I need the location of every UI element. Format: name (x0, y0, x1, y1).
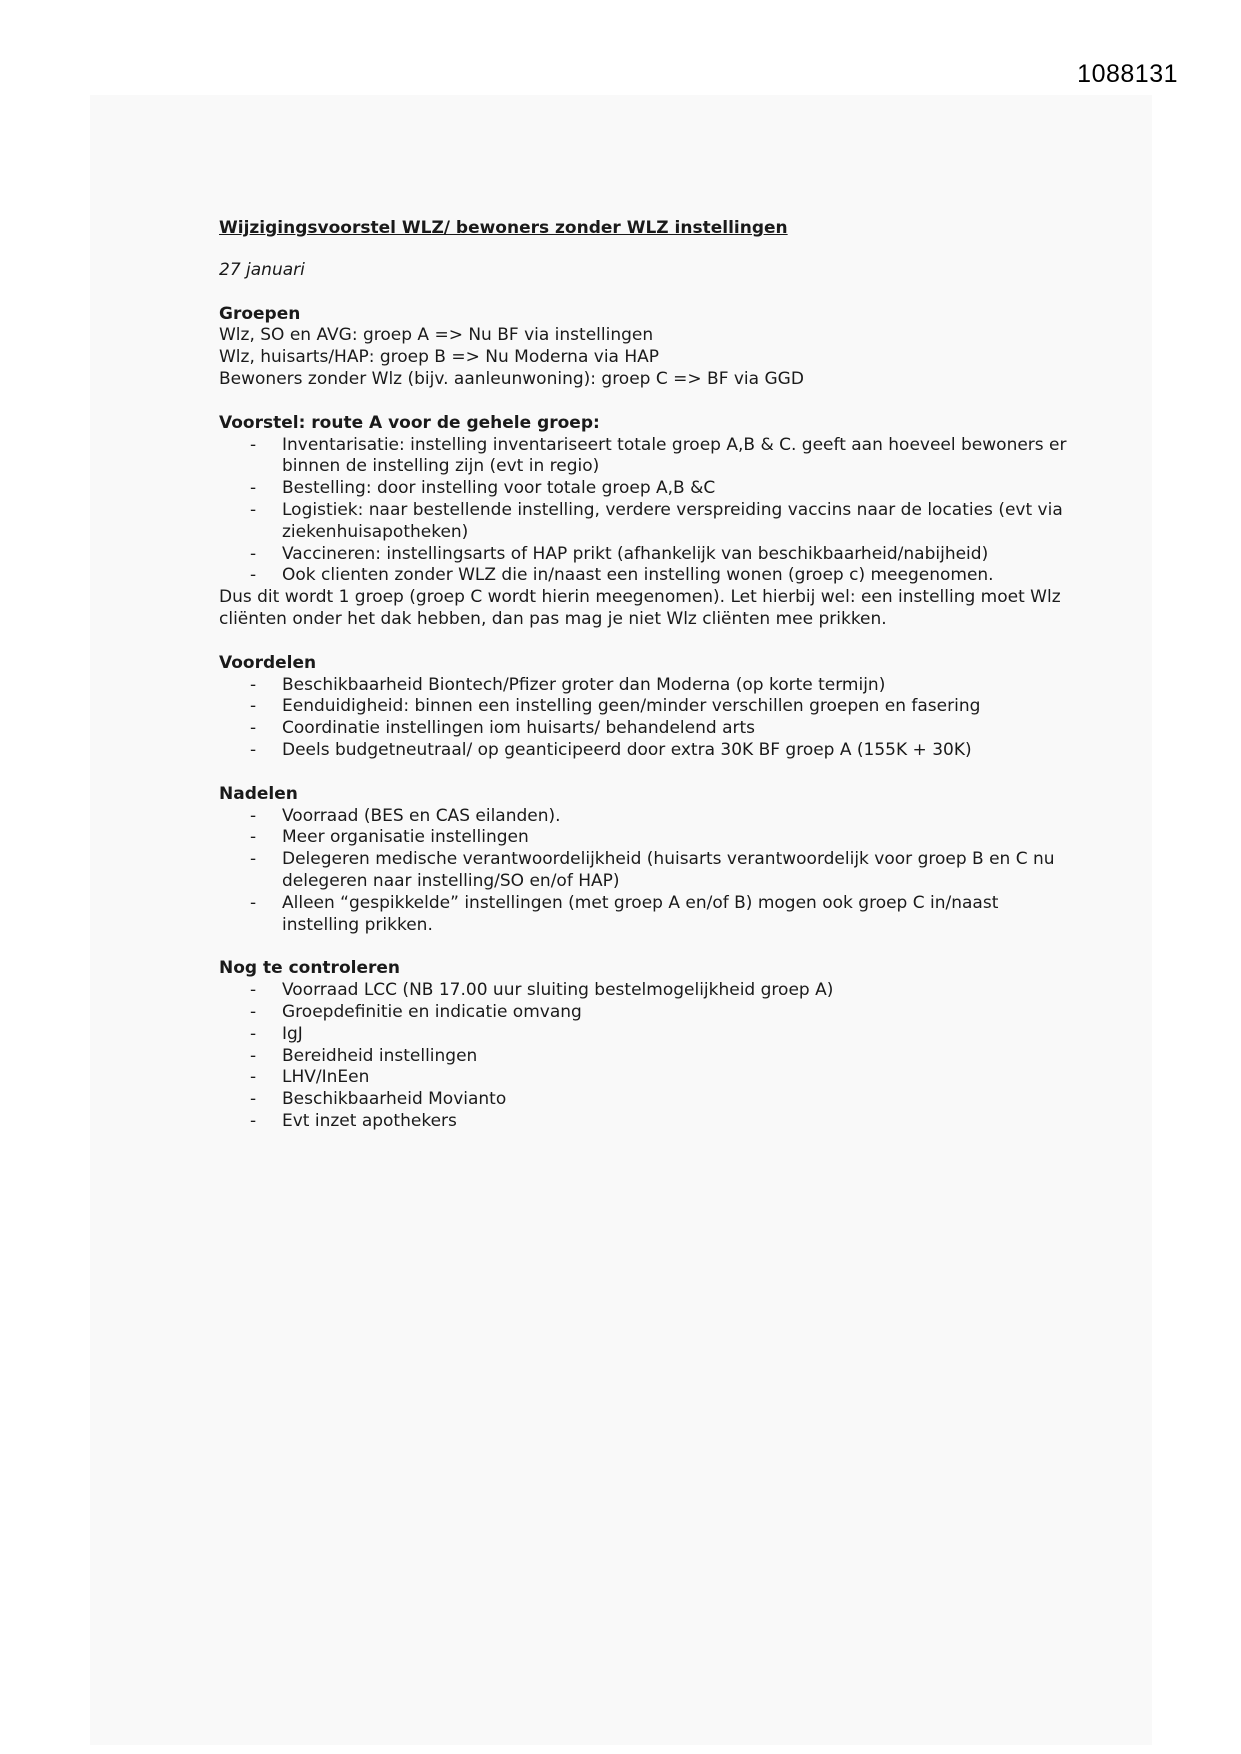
list-item: - Alleen “gespikkelde” instellingen (met groep A en/of B) mogen ook groep C in/naast instelling prikken. (219, 893, 1079, 937)
list-item: - Beschikbaarheid Movianto (219, 1089, 1079, 1111)
section-heading: Groepen (219, 303, 301, 324)
bullet-list (219, 806, 1079, 937)
document-title: Wijzigingsvoorstel WLZ/ bewoners zonder WLZ instellingen (219, 218, 788, 238)
list-item: - Voorraad LCC (NB 17.00 uur sluiting bestelmogelijkheid groep A) (219, 980, 1079, 1002)
section-nadelen (219, 784, 1079, 937)
list-item: - Evt inzet apothekers (219, 1111, 1079, 1133)
text-line: Bewoners zonder Wlz (bijv. aanleunwoning): groep C => BF via GGD (219, 368, 804, 389)
document-number: 1088131 (1077, 60, 1178, 88)
list-item: - Beschikbaarheid Biontech/Pfizer groter dan Moderna (op korte termijn) (219, 675, 1079, 697)
section-nog-te-controleren (219, 958, 1079, 1132)
list-item: - Bestelling: door instelling voor totale groep A,B &C (219, 478, 1079, 500)
list-item: - Deels budgetneutraal/ op geanticipeerd door extra 30K BF groep A (155K + 30K) (219, 740, 1079, 762)
section-heading: Nadelen (219, 783, 298, 804)
list-item: - Coordinatie instellingen iom huisarts/ behandelend arts (219, 718, 1079, 740)
text-line: Wlz, huisarts/HAP: groep B => Nu Moderna via HAP (219, 347, 660, 368)
document-date: 27 januari (219, 259, 305, 280)
note-paragraph: Dus dit wordt 1 groep (groep C wordt hierin meegenomen). Let hierbij wel: een instelling moet Wlz cliënten onder het dak hebben, dan pas mag je niet Wlz cliënten mee prikken. (219, 587, 1061, 629)
list-item: - Delegeren medische verantwoordelijkheid (huisarts verantwoordelijk voor groep B en C nu delegeren naar instelling/SO en/of HAP) (219, 849, 1079, 893)
section-voorstel (219, 413, 1079, 631)
list-item: - IgJ (219, 1024, 1079, 1046)
list-item: - Vaccineren: instellingsarts of HAP prikt (afhankelijk van beschikbaarheid/nabijheid) (219, 544, 1079, 566)
list-item: - Logistiek: naar bestellende instelling, verdere verspreiding vaccins naar de locaties (evt via ziekenhuisapotheken) (219, 500, 1079, 544)
section-heading: Voorstel: route A voor de gehele groep: (219, 412, 600, 433)
list-item: - Eenduidigheid: binnen een instelling geen/minder verschillen groepen en fasering (219, 696, 1079, 718)
list-item: - LHV/InEen (219, 1067, 1079, 1089)
section-groepen (219, 304, 1079, 391)
section-voordelen (219, 653, 1079, 762)
text-line: Wlz, SO en AVG: groep A => Nu BF via instellingen (219, 325, 654, 346)
list-item: - Groepdefinitie en indicatie omvang (219, 1002, 1079, 1024)
list-item: - Ook clienten zonder WLZ die in/naast een instelling wonen (groep c) meegenomen. (219, 565, 1079, 587)
bullet-list (219, 435, 1079, 588)
bullet-list (219, 980, 1079, 1133)
bullet-list (219, 675, 1079, 762)
list-item: - Voorraad (BES en CAS eilanden). (219, 806, 1079, 828)
list-item: - Meer organisatie instellingen (219, 827, 1079, 849)
document-body (219, 218, 1079, 1155)
section-heading: Nog te controleren (219, 958, 400, 979)
list-item: - Inventarisatie: instelling inventariseert totale groep A,B & C. geeft aan hoeveel bewoners er binnen de instelling zijn (evt in regio) (219, 435, 1079, 479)
section-heading: Voordelen (219, 652, 317, 673)
list-item: - Bereidheid instellingen (219, 1046, 1079, 1068)
